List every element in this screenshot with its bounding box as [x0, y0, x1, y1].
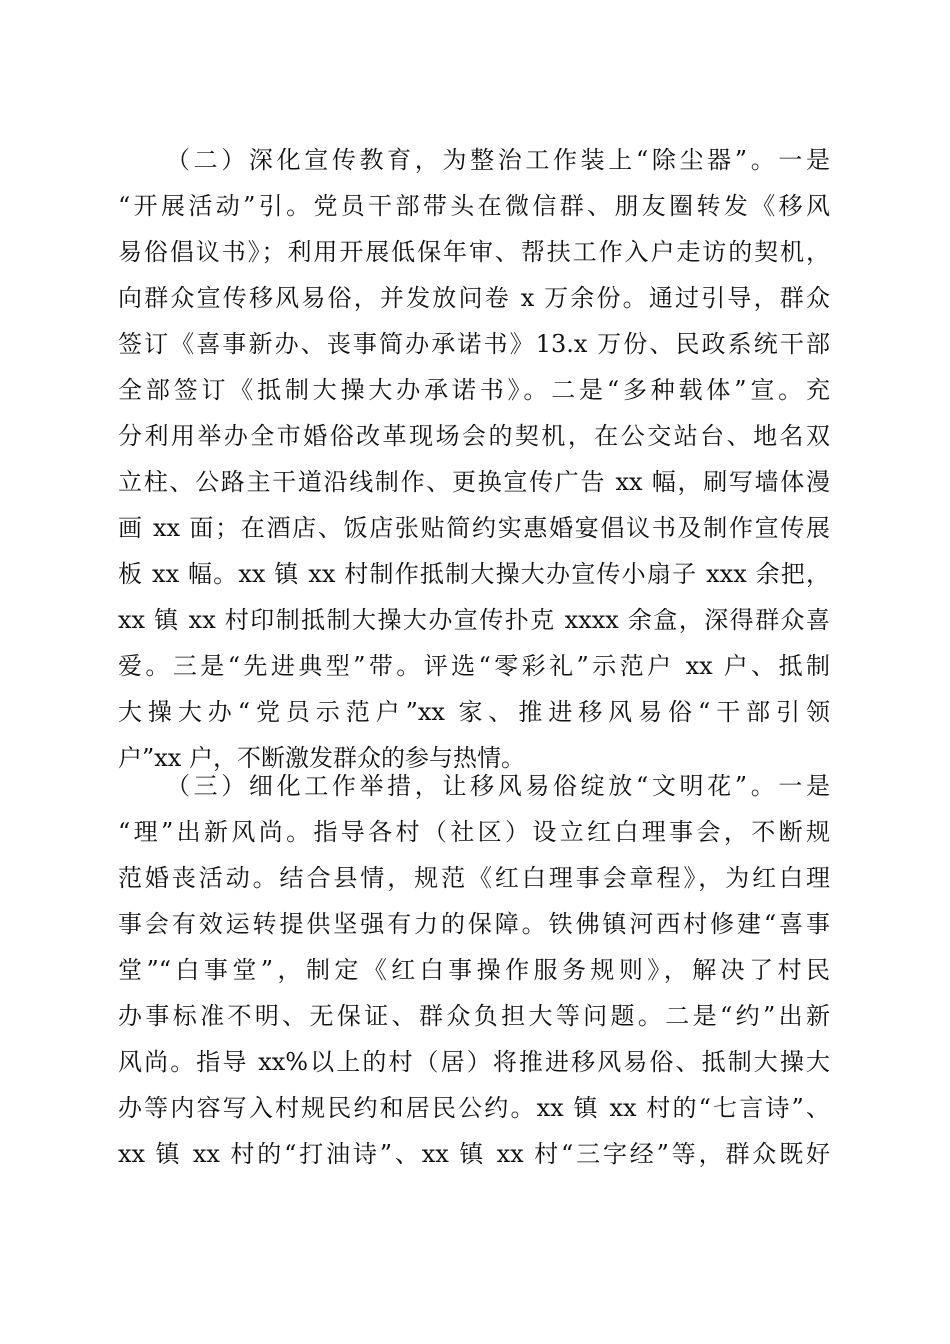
section-two-line: 向群众宣传移风易俗，并发放问卷 x 万余份。通过引导，群众 — [118, 284, 830, 312]
section-two-paragraph — [118, 137, 830, 781]
section-three-line: （三）细化工作举措，让移风易俗绽放“文明花”。一是 — [166, 772, 830, 800]
section-three-line: xx 镇 xx 村的“打油诗”、xx 镇 xx 村“三字经”等，群众既好 — [118, 1140, 830, 1168]
section-three-paragraph — [118, 763, 830, 1177]
section-three-line: 堂”“白事堂”，制定《红白事操作服务规则》，解决了村民 — [118, 956, 830, 984]
section-two-line: “开展活动”引。党员干部带头在微信群、朋友圈转发《移风 — [118, 192, 830, 220]
section-two-line: 户”xx 户，不断激发群众的参与热情。 — [118, 744, 525, 772]
section-three-line: 事会有效运转提供坚强有力的保障。铁佛镇河西村修建“喜事 — [118, 910, 830, 938]
section-two-line: 板 xx 幅。xx 镇 xx 村制作抵制大操大办宣传小扇子 xxx 余把， — [118, 560, 830, 588]
section-two-line: 分利用举办全市婚俗改革现场会的契机，在公交站台、地名双 — [118, 422, 830, 450]
section-two-line: 大操大办“党员示范户”xx 家、推进移风易俗“干部引领 — [118, 698, 830, 726]
section-three-line: “理”出新风尚。指导各村（社区）设立红白理事会，不断规 — [118, 818, 830, 846]
section-two-line: 签订《喜事新办、丧事简办承诺书》13.x 万份、民政系统干部 — [118, 330, 830, 358]
section-three-line: 办事标准不明、无保证、群众负担大等问题。二是“约”出新 — [118, 1002, 830, 1030]
section-two-line: （二）深化宣传教育，为整治工作装上“除尘器”。一是 — [166, 146, 830, 174]
section-two-line: 立柱、公路主干道沿线制作、更换宣传广告 xx 幅，刷写墙体漫 — [118, 468, 830, 496]
section-three-line: 范婚丧活动。结合县情，规范《红白理事会章程》，为红白理 — [118, 864, 830, 892]
section-three-line: 风尚。指导 xx%以上的村（居）将推进移风易俗、抵制大操大 — [118, 1048, 830, 1076]
section-three-line: 办等内容写入村规民约和居民公约。xx 镇 xx 村的“七言诗”、 — [118, 1094, 830, 1122]
section-two-line: 画 xx 面；在酒店、饭店张贴简约实惠婚宴倡议书及制作宣传展 — [118, 514, 830, 542]
section-two-line: xx 镇 xx 村印制抵制大操大办宣传扑克 xxxx 余盒，深得群众喜 — [118, 606, 830, 634]
section-two-line: 爱。三是“先进典型”带。评选“零彩礼”示范户 xx 户、抵制 — [118, 652, 830, 680]
section-two-line: 易俗倡议书》；利用开展低保年审、帮扶工作入户走访的契机， — [118, 238, 830, 266]
section-two-line: 全部签订《抵制大操大办承诺书》。二是“多种载体”宣。充 — [118, 376, 830, 404]
